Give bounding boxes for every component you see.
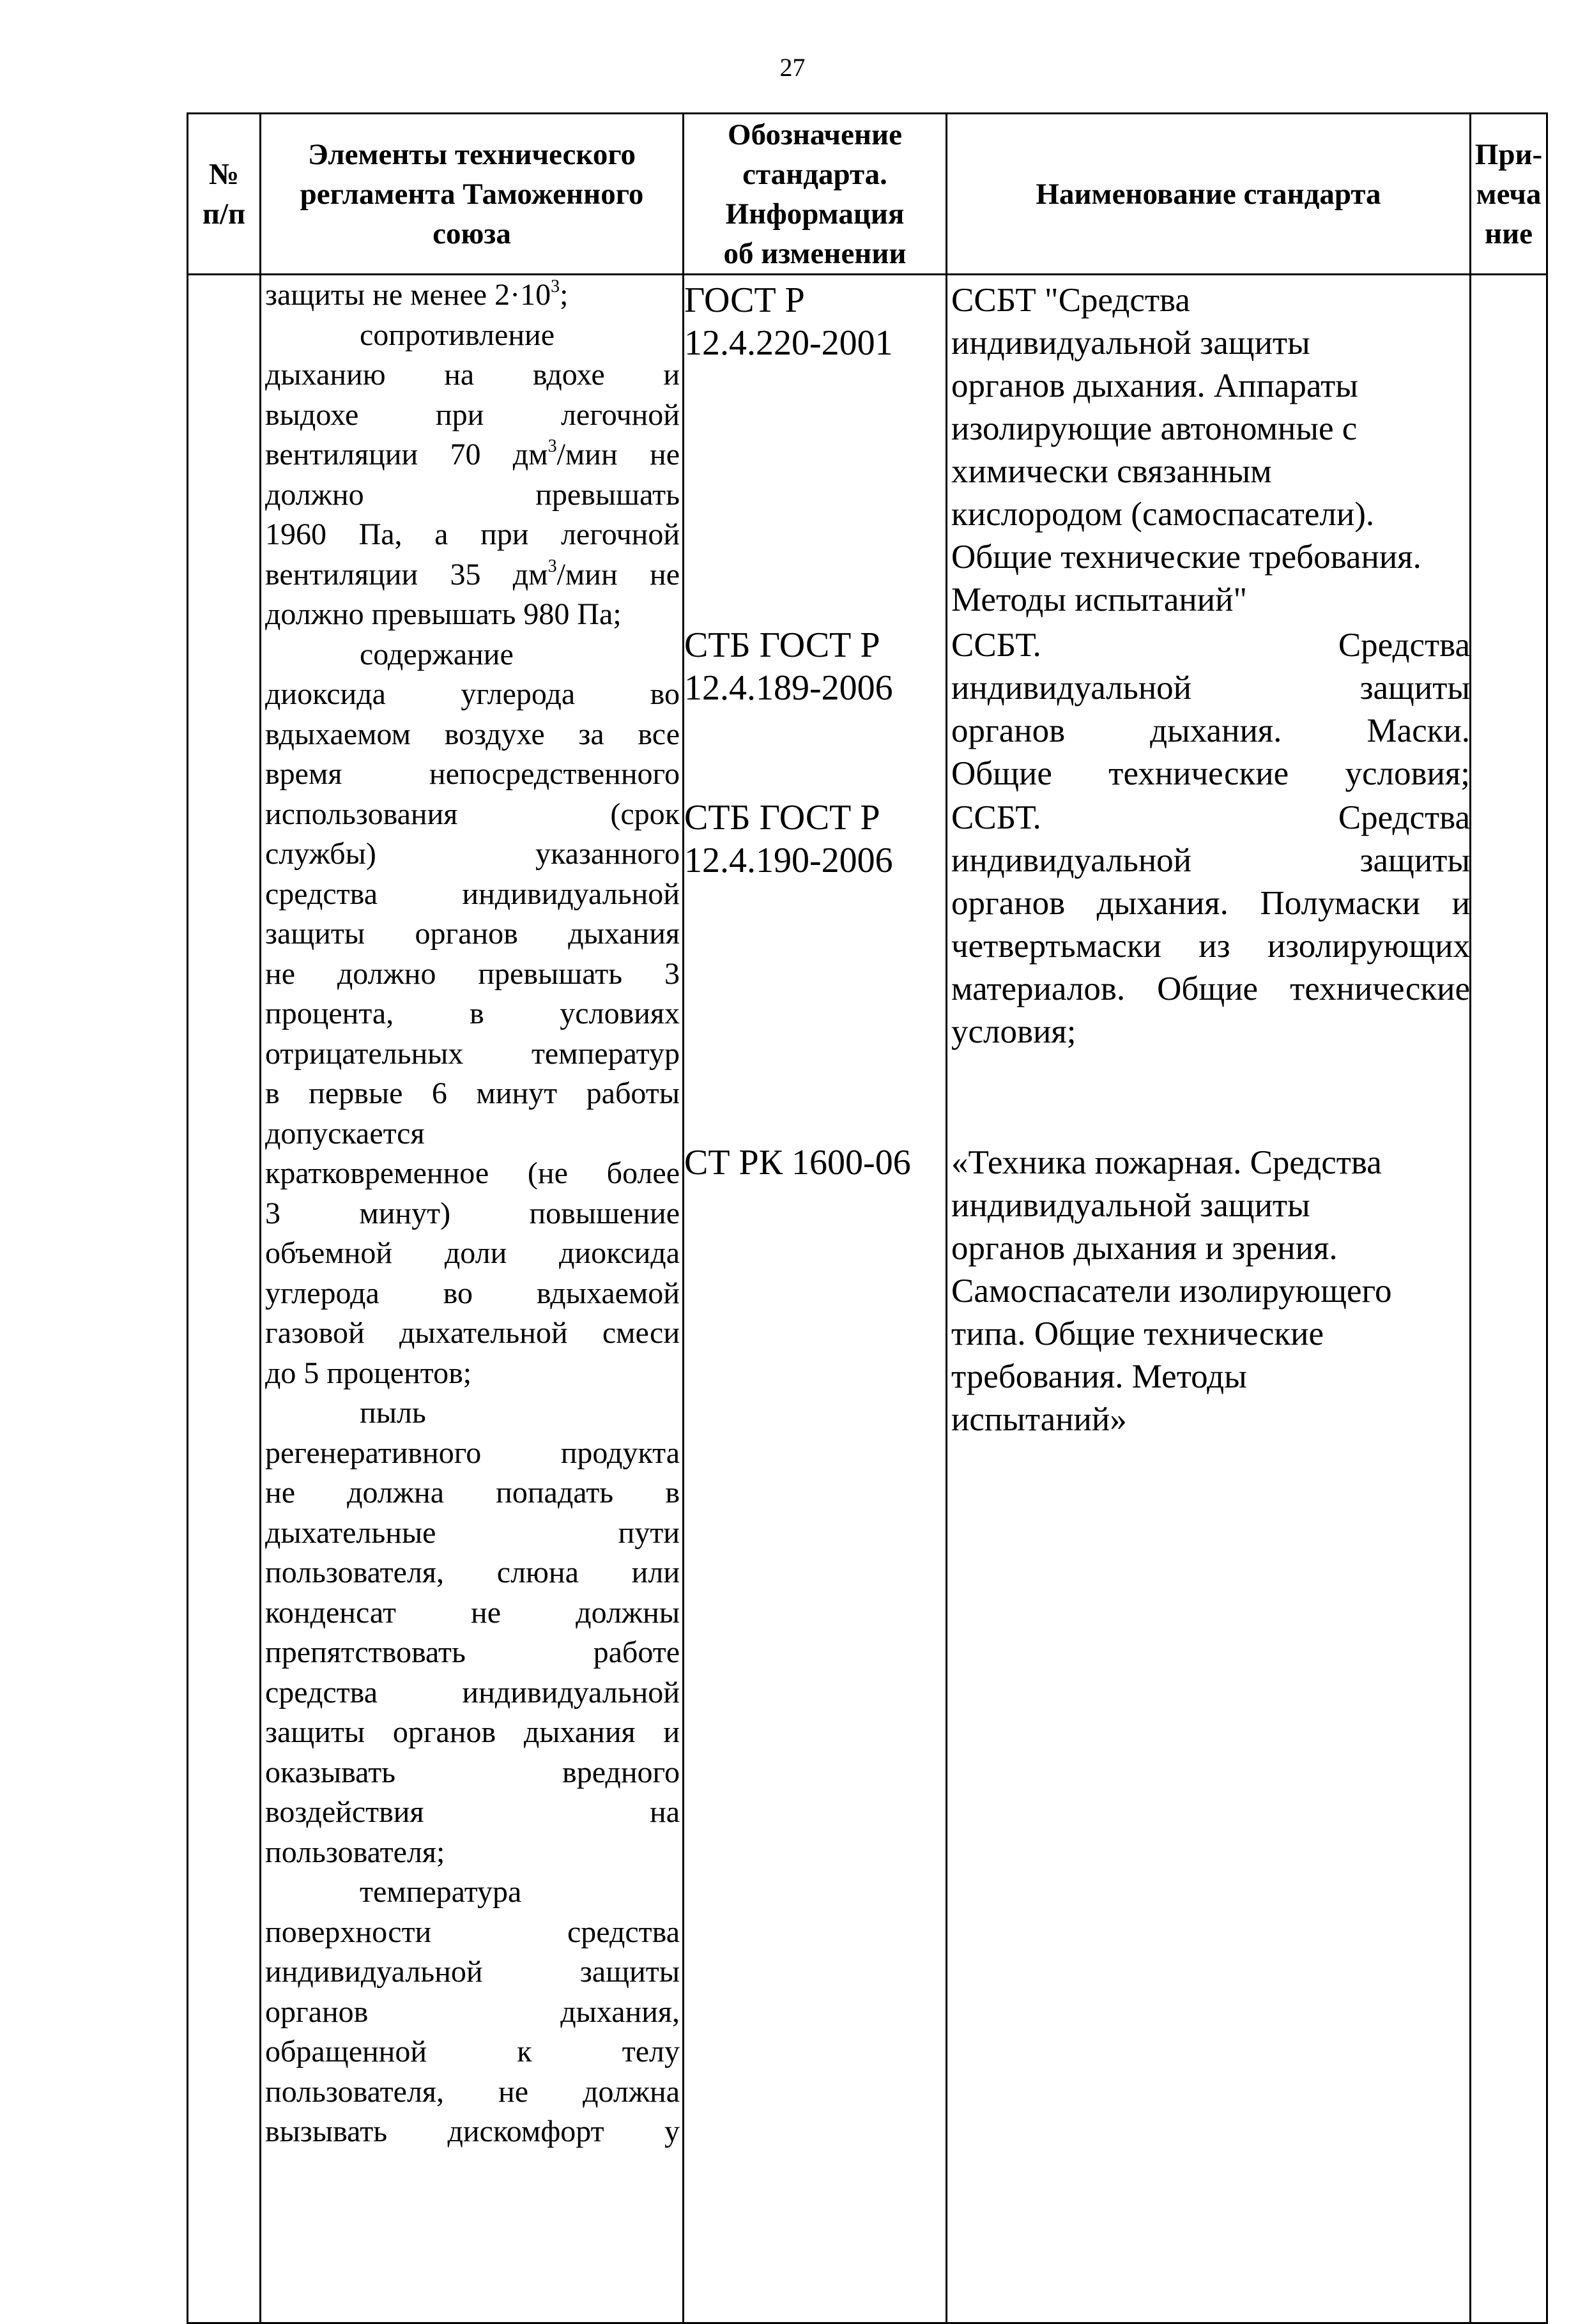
requirement-line: содержание bbox=[360, 637, 514, 671]
requirement-line: органов дыхания, bbox=[265, 1994, 680, 2029]
requirement-line: индивидуальной защиты bbox=[265, 1955, 680, 1989]
requirement-line: должно превышать bbox=[265, 477, 680, 512]
standard-name-list bbox=[947, 275, 1469, 2322]
standard-designation bbox=[684, 797, 893, 882]
requirement-line: процента, в условиях bbox=[265, 997, 680, 1030]
requirement-line: углерода во вдыхаемой bbox=[265, 1276, 680, 1310]
designation-line: ГОСТ Р bbox=[684, 280, 805, 320]
standard-name-line: индивидуальной защиты bbox=[951, 325, 1310, 362]
requirement-line: отрицательных температур bbox=[265, 1036, 680, 1071]
standard-name-line: кислородом (самоспасатели). bbox=[951, 496, 1375, 533]
requirement-line: поверхности средства bbox=[265, 1915, 680, 1949]
designation-list bbox=[684, 275, 946, 2322]
standard-name-line: Общие технические требования. bbox=[951, 539, 1421, 576]
standard-name-line: индивидуальной защиты bbox=[951, 842, 1470, 879]
requirement-line: защиты не менее $2\cdot 10^3$; bbox=[265, 277, 569, 312]
requirement-line: средства индивидуальной bbox=[265, 876, 680, 911]
requirement-line: дыханию на вдохе и bbox=[265, 358, 680, 392]
header-elements: Элементы технического регламента Таможенного союза bbox=[261, 114, 684, 275]
requirement-line: допускается bbox=[265, 1116, 425, 1151]
standard-name bbox=[947, 1142, 1470, 1441]
requirement-line: вентиляции 35 $дм^3$/мин не bbox=[265, 556, 680, 592]
requirement-line: регенеративного продукта bbox=[265, 1435, 680, 1470]
table-header-row bbox=[188, 114, 1547, 275]
standard-name-line: «Техника пожарная. Средства bbox=[951, 1144, 1382, 1181]
standard-name-line: ССБТ "Средства bbox=[951, 282, 1190, 319]
standard-name bbox=[947, 624, 1470, 795]
standard-name-line: типа. Общие технические bbox=[951, 1315, 1324, 1352]
requirement-line: сопротивление bbox=[360, 317, 555, 352]
standard-designation bbox=[684, 279, 893, 365]
requirement-line: использования (срок bbox=[265, 797, 680, 831]
standard-name-line: четвертьмаски из изолирующих bbox=[951, 928, 1470, 965]
designation-line: 12.4.190-2006 bbox=[684, 841, 893, 880]
standards-table bbox=[187, 112, 1548, 2324]
requirement-line: оказывать вредного bbox=[265, 1755, 680, 1789]
standard-name-line: органов дыхания. Маски. bbox=[951, 712, 1470, 749]
designation-line: СТБ ГОСТ Р bbox=[684, 625, 880, 665]
requirement-line: вентиляции 70 $дм^3$/мин не bbox=[265, 436, 680, 471]
requirement-line: защиты органов дыхания и bbox=[265, 1715, 680, 1749]
standard-name-line: ССБТ. Средства bbox=[951, 627, 1470, 664]
requirement-line: в первые 6 минут работы bbox=[265, 1076, 680, 1110]
requirement-line: пыль bbox=[360, 1396, 426, 1430]
requirement-line: выдохе при легочной bbox=[265, 397, 680, 432]
standard-designation bbox=[684, 624, 893, 710]
standard-name-line: Самоспасатели изолирующего bbox=[951, 1273, 1392, 1310]
header-designation: Обозначение стандарта. Информация об изменении bbox=[684, 114, 947, 275]
requirement-line: пользователя, не должна bbox=[265, 2074, 680, 2109]
designation-line: 12.4.189-2006 bbox=[684, 668, 893, 708]
standard-name-line: Общие технические условия; bbox=[951, 755, 1470, 792]
requirement-line: время непосредственного bbox=[265, 757, 680, 791]
header-standard-name: Наименование стандарта bbox=[947, 114, 1471, 275]
requirement-line: вдыхаемом воздухе за все bbox=[265, 717, 680, 751]
requirement-line: воздействия на bbox=[265, 1795, 680, 1829]
requirement-line: температура bbox=[360, 1875, 522, 1909]
header-number: № п/п bbox=[188, 114, 261, 275]
requirement-line: препятствовать работе bbox=[265, 1635, 680, 1669]
requirement-line: конденсат не должны bbox=[265, 1595, 680, 1630]
note-cell bbox=[1471, 275, 1547, 2323]
standard-name-line: испытаний» bbox=[951, 1401, 1127, 1438]
designation-line: СТ РК 1600-06 bbox=[684, 1143, 911, 1182]
requirement-line: пользователя, слюна или bbox=[265, 1556, 680, 1589]
header-note: При- меча ние bbox=[1471, 114, 1547, 275]
table-row bbox=[188, 275, 1547, 2323]
requirement-line: кратковременное (не более bbox=[265, 1156, 680, 1190]
requirement-line: не должна попадать в bbox=[265, 1476, 680, 1510]
requirement-line: 1960 Па, а при легочной bbox=[265, 517, 680, 551]
requirement-line: службы) указанного bbox=[265, 837, 680, 871]
requirement-line: должно превышать 980 Па; bbox=[265, 597, 622, 631]
requirement-line: газовой дыхательной смеси bbox=[265, 1316, 680, 1350]
standard-name bbox=[947, 797, 1470, 1053]
designation-line: 12.4.220-2001 bbox=[684, 323, 893, 363]
requirement-line: не должно превышать 3 bbox=[265, 956, 680, 991]
standard-name-line: условия; bbox=[951, 1013, 1076, 1050]
standard-name-cell bbox=[947, 275, 1471, 2323]
row-number-cell bbox=[188, 275, 261, 2323]
designation-line: СТБ ГОСТ Р bbox=[684, 798, 880, 837]
standard-name-line: индивидуальной защиты bbox=[951, 669, 1470, 707]
standard-name-line: изолирующие автономные с bbox=[951, 410, 1358, 447]
requirement-line: диоксида углерода во bbox=[265, 677, 680, 711]
standard-name-line: химически связанным bbox=[951, 453, 1272, 490]
standard-name-line: органов дыхания. Полумаски и bbox=[951, 885, 1470, 922]
requirement-line: дыхательные пути bbox=[265, 1515, 680, 1550]
standard-name-line: индивидуальной защиты bbox=[951, 1187, 1310, 1224]
standard-designation bbox=[684, 1142, 911, 1184]
requirements-text bbox=[261, 275, 682, 2152]
standard-name-line: органов дыхания и зрения. bbox=[951, 1230, 1338, 1267]
standard-name-line: материалов. Общие технические bbox=[951, 970, 1470, 1007]
standard-name-line: ССБТ. Средства bbox=[951, 799, 1470, 836]
requirement-line: объемной доли диоксида bbox=[265, 1236, 680, 1270]
page-number: 27 bbox=[779, 53, 806, 82]
requirement-line: обращенной к телу bbox=[265, 2035, 680, 2068]
standard-name-line: Методы испытаний" bbox=[951, 581, 1248, 618]
designation-cell bbox=[684, 275, 947, 2323]
standard-name bbox=[947, 279, 1470, 622]
requirement-line: 3 минут) повышение bbox=[265, 1196, 680, 1230]
standard-name-line: органов дыхания. Аппараты bbox=[951, 367, 1358, 404]
requirement-line: пользователя; bbox=[265, 1835, 445, 1869]
requirement-line: до 5 процентов; bbox=[265, 1356, 472, 1390]
requirement-line: защиты органов дыхания bbox=[265, 917, 680, 951]
requirements-cell bbox=[261, 275, 684, 2323]
standard-name-line: требования. Методы bbox=[951, 1358, 1247, 1395]
requirement-line: вызывать дискомфорт у bbox=[265, 2114, 680, 2148]
requirement-line: средства индивидуальной bbox=[265, 1675, 680, 1709]
